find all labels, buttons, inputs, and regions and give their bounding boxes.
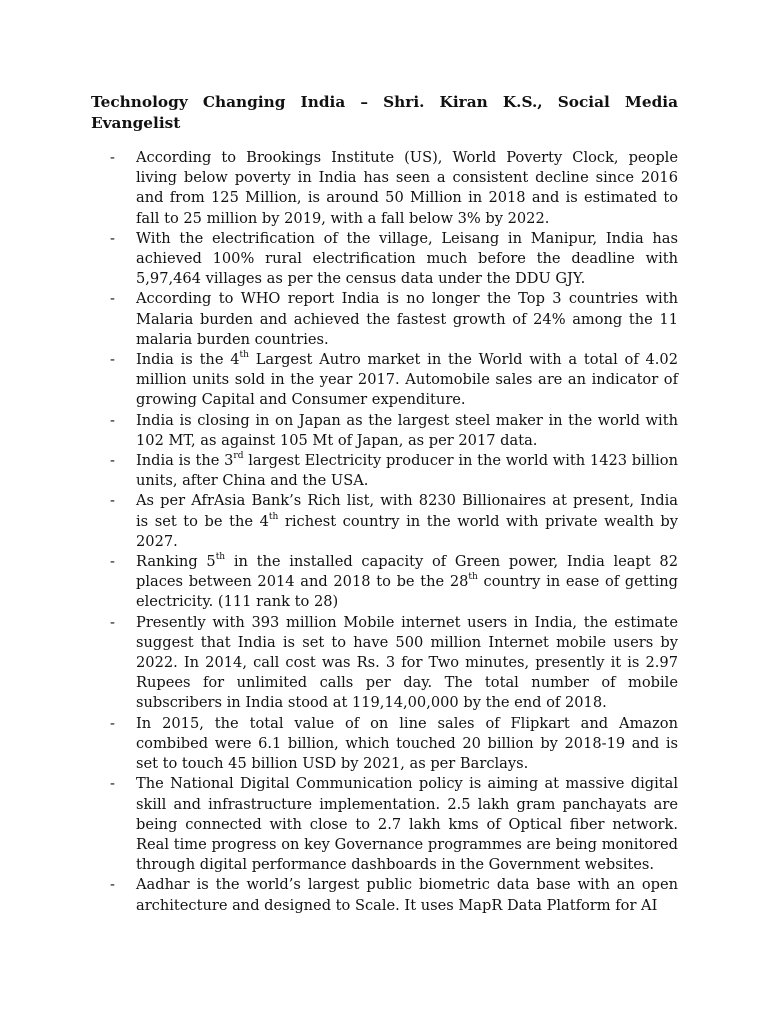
list-item xyxy=(110,714,678,775)
list-item xyxy=(110,148,678,229)
list-item-text xyxy=(136,775,678,873)
bullet-dash: - xyxy=(110,714,115,732)
list-item-text xyxy=(136,715,678,772)
text-run: Aadhar is the world’s largest public biometric data base with an open architecture and designed to Scale. It uses MapR Data Platform for AI xyxy=(136,876,678,914)
bullet-dash: - xyxy=(110,775,115,793)
bullet-dash: - xyxy=(110,553,115,571)
document-title: Technology Changing India – Shri. Kiran K.S., Social Media Evangelist xyxy=(91,93,678,132)
ordinal-superscript: th xyxy=(215,552,226,563)
list-item xyxy=(110,491,678,552)
text-run: largest Electricity producer in the world with 1423 billion units, after China and the USA. xyxy=(136,452,678,490)
bullet-dash: - xyxy=(110,290,115,308)
ordinal-superscript: th xyxy=(239,350,249,361)
text-run: Presently with 393 million Mobile internet users in India, the estimate suggest that India is set to have 500 million Internet mobile users by 2022. In 2014, call cost was Rs. 3 for Two minutes, presently it is 2.97 Rupees for unlimited calls per day. The total number of mobile subscribers in India stood at 119,14,00,000 by the end of 2018. xyxy=(136,613,678,712)
bullet-dash: - xyxy=(110,229,115,247)
text-run: As per AfrAsia Bank’s Rich list, with 8230 Billionaires at present, India is set to be the 4 xyxy=(136,492,678,530)
ordinal-superscript: th xyxy=(468,572,478,583)
bullet-dash: - xyxy=(110,351,115,369)
list-item-text xyxy=(136,290,678,347)
bullet-dash: - xyxy=(110,149,115,166)
list-item-text xyxy=(136,149,678,227)
list-item-text xyxy=(136,553,678,610)
text-run: The National Digital Communication policy is aiming at massive digital skill and infrastructure implementation. 2.5 lakh gram panchayats are being connected with close to 2.7 lakh kms of Optical fiber network. Real time progress on key Governance programmes are being monitored through digital performance dashboards in the Government websites. xyxy=(136,775,678,874)
text-run: in the installed capacity of Green power, India leapt 82 places between 2014 and 2018 to be the 28 xyxy=(136,553,678,591)
list-item xyxy=(110,350,678,411)
list-item xyxy=(110,411,678,451)
ordinal-superscript: rd xyxy=(233,451,244,462)
text-run: India is the 3 xyxy=(136,452,234,470)
list-item-text xyxy=(136,614,678,712)
text-run: country in ease of getting electricity. (111 rank to 28) xyxy=(136,573,679,611)
list-item xyxy=(110,613,678,714)
list-item xyxy=(110,229,678,290)
text-run: With the electrification of the village, Leisang in Manipur, India has achieved 100% rural electrification much before the deadline with 5,97,464 villages as per the census data under the DDU GJY. xyxy=(136,229,678,288)
bullet-dash: - xyxy=(110,613,115,631)
list-item xyxy=(110,774,678,875)
list-item-text xyxy=(136,412,678,449)
text-run: In 2015, the total value of on line sales of Flipkart and Amazon combibed were 6.1 billion, which touched 20 billion by 2018-19 and is set to touch 45 billion USD by 2021, as per Barclays. xyxy=(136,714,678,773)
bullet-dash: - xyxy=(110,492,115,510)
ordinal-superscript: th xyxy=(268,511,279,522)
bullet-dash: - xyxy=(110,452,115,470)
text-run: richest country in the world with private wealth by 2027. xyxy=(136,512,679,550)
list-item-text xyxy=(136,351,678,408)
list-item-text xyxy=(136,876,678,913)
text-run: India is the 4 xyxy=(136,351,240,369)
list-item xyxy=(110,451,678,491)
list-item-text xyxy=(136,452,678,489)
text-run: According to Brookings Institute (US), World Poverty Clock, people living below poverty in India has seen a consistent decline since 2016 and from 125 Million, is around 50 Million in 2018 and is estimated to fall to 25 million by 2019, with a fall below 3% by 2022. xyxy=(136,149,678,227)
list-item xyxy=(110,552,678,613)
list-item-text xyxy=(136,492,678,549)
text-run: Ranking 5 xyxy=(136,553,216,571)
list-item xyxy=(110,289,678,350)
text-run: India is closing in on Japan as the largest steel maker in the world with 102 MT, as against 105 Mt of Japan, as per 2017 data. xyxy=(136,411,678,449)
list-item xyxy=(110,875,678,915)
text-run: Largest Autro market in the World with a total of 4.02 million units sold in the year 2017. Automobile sales are an indicator of growing Capital and Consumer expenditure. xyxy=(136,351,678,409)
list-item-text xyxy=(136,230,678,287)
bullet-list xyxy=(110,148,678,916)
text-run: According to WHO report India is no longer the Top 3 countries with Malaria burden and achieved the fastest growth of 24% among the 11 malaria burden countries. xyxy=(136,290,678,348)
bullet-dash: - xyxy=(110,411,115,429)
bullet-dash: - xyxy=(110,876,115,894)
